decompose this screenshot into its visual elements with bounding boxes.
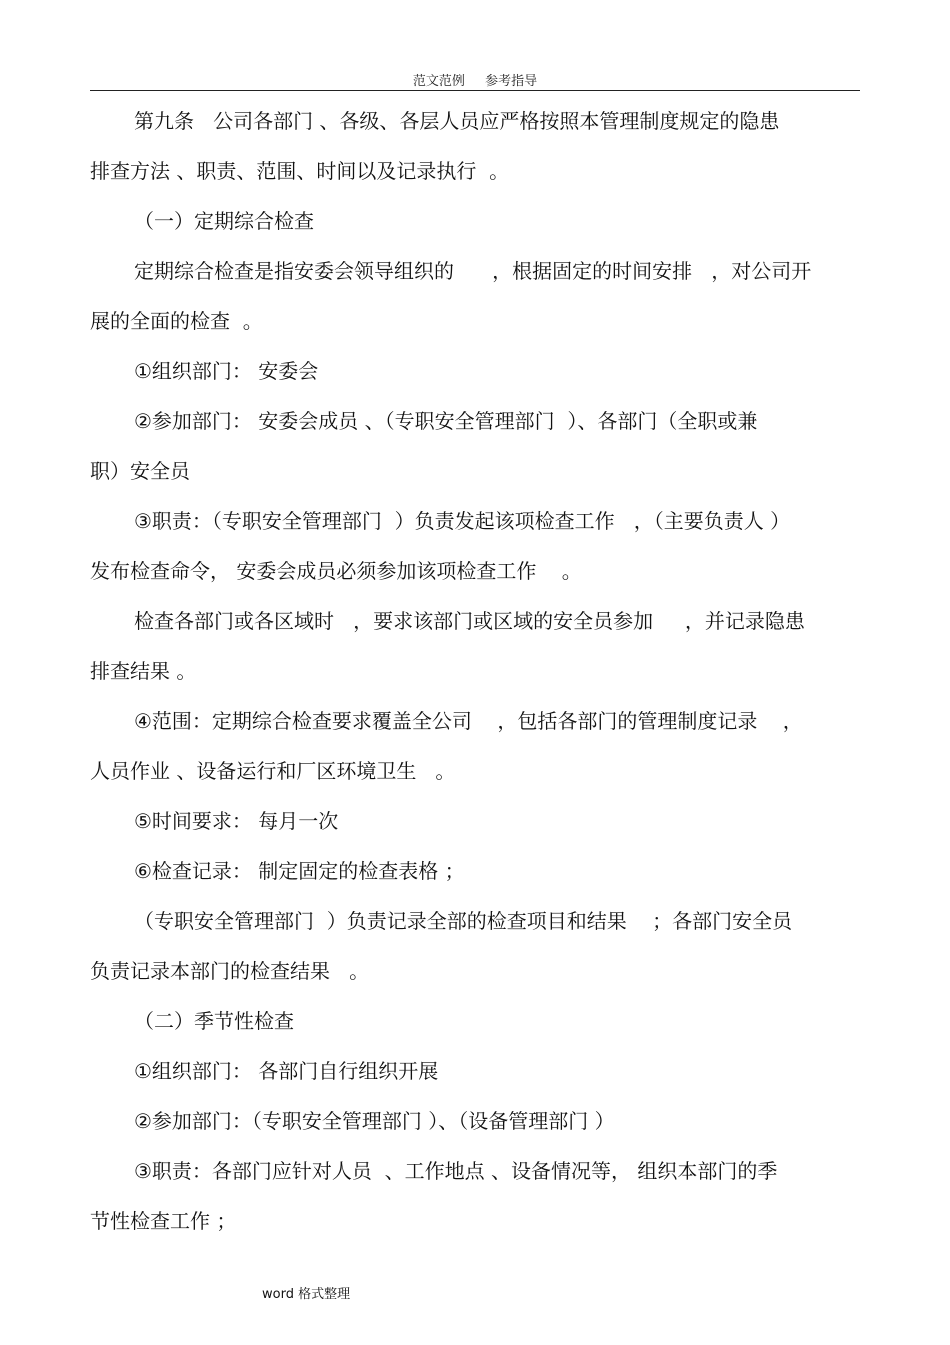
list-item: ②参加部门： 安委会成员 、（专职安全管理部门 ）、各部门（全职或兼: [134, 409, 758, 433]
list-item: ⑥检查记录： 制定固定的检查表格 ；: [134, 859, 465, 883]
paragraph-line: （专职安全管理部门 ）负责记录全部的检查项目和结果 ；各部门安全员: [134, 909, 793, 933]
paragraph-line: 负责记录本部门的检查结果 。: [90, 959, 370, 983]
header-divider: [90, 90, 860, 91]
article-9-line-2: 排查方法 、职责、范围、时间以及记录执行 。: [90, 159, 510, 183]
list-item: ④范围：定期综合检查要求覆盖全公司 ，包括各部门的管理制度记录 ，: [134, 709, 803, 733]
list-item: ③职责：各部门应针对人员 、工作地点 、设备情况等， 组织本部门的季: [134, 1159, 778, 1183]
list-item-continuation: 发布检查命令， 安委会成员必须参加该项检查工作 。: [90, 559, 582, 583]
paragraph-line: 定期综合检查是指安委会领导组织的 ，根据固定的时间安排 ，对公司开: [134, 259, 812, 283]
list-item: ①组织部门： 各部门自行组织开展: [134, 1059, 439, 1083]
list-item-continuation: 职）安全员: [90, 459, 190, 483]
list-item: ②参加部门：（专职安全管理部门 ）、（设备管理部门 ）: [134, 1109, 615, 1133]
header-right-text: 参考指导: [485, 74, 538, 89]
page-header: [0, 70, 950, 89]
section-2-heading: （二）季节性检查: [134, 1009, 294, 1033]
list-item: ③职责：（专职安全管理部门 ）负责发起该项检查工作 ，（主要负责人 ）: [134, 509, 791, 533]
document-body: [90, 96, 860, 1246]
list-item-continuation: 人员作业 、设备运行和厂区环境卫生 。: [90, 759, 456, 783]
paragraph-line: 检查各部门或各区域时 ，要求该部门或区域的安全员参加 ，并记录隐患: [134, 609, 805, 633]
section-1-heading: （一）定期综合检查: [134, 209, 314, 233]
list-item: ①组织部门： 安委会: [134, 359, 319, 383]
list-item-continuation: 节性检查工作 ；: [90, 1209, 237, 1233]
list-item: ⑤时间要求： 每月一次: [134, 809, 339, 833]
paragraph-line: 展的全面的检查 。: [90, 309, 263, 333]
article-9-line-1: 第九条 公司各部门 、各级、各层人员应严格按照本管理制度规定的隐患: [134, 109, 780, 133]
page-footer: word 格式整理: [262, 1287, 351, 1302]
paragraph-line: 排查结果 。: [90, 659, 197, 683]
header-left-text: 范文范例: [412, 74, 465, 89]
